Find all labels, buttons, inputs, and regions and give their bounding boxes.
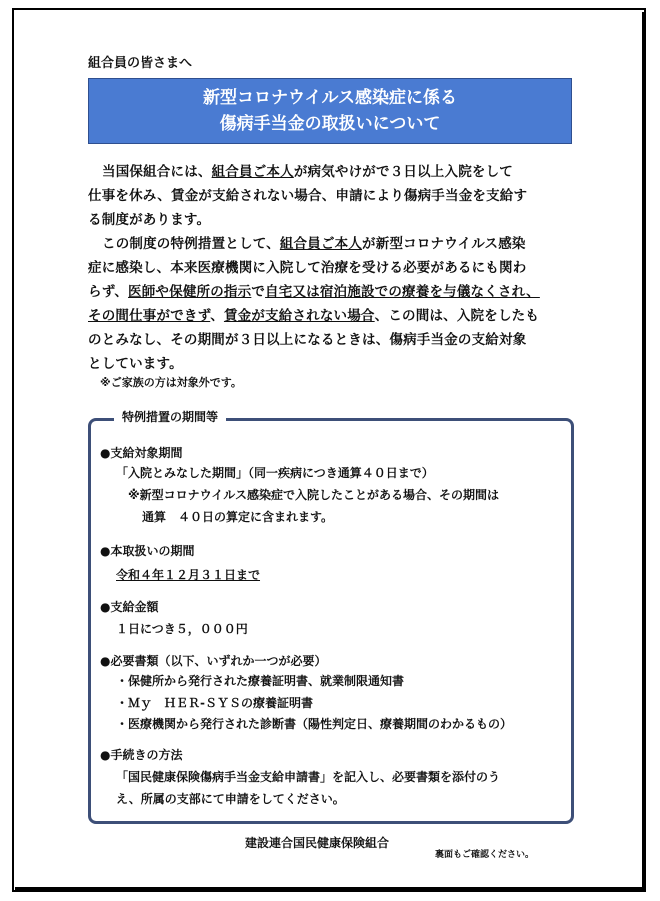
reverse-side-note: 裏面もご確認ください。: [435, 850, 535, 860]
greeting: 組合員の皆さまへ: [88, 56, 193, 71]
benefit-period-note-1: ※新型コロナウイルス感染症で入院したことがある場合、その期間は: [128, 488, 499, 502]
intro-paragraph: 当国保組合には、組合員ご本人が病気やけがで３日以上入院をして 仕事を休み、賃金が支給されない場合、申請により傷病手当金を支給す る制度があります。: [88, 164, 528, 228]
section-validity-heading: ●本取扱いの期間: [100, 544, 195, 558]
family-note: ※ご家族の方は対象外です。: [100, 376, 242, 389]
section-documents-heading: ●必要書類（以下、いずれか一つが必要）: [100, 654, 327, 668]
special-measure-paragraph: この制度の特例措置として、組合員ご本人が新型コロナウイルス感染 症に感染し、本来医療機関に入院して治療を受ける必要があるにも関わ らず、医師や保健所の指示で自宅又は宿泊施設での療養を与儀なくされ、 その間仕事ができず、賃金が支給されない場合、この間は、入院をしたも のとみなし、その期間が３日以上になるときは、傷病手当金の支給対象 としています。: [88, 236, 540, 372]
validity-date: 令和４年１２月３１日まで: [116, 568, 261, 582]
procedure-line-2: え、所属の支部にて申請をしてください。: [116, 792, 345, 806]
benefit-period-line: 「入院とみなした期間」（同一疾病につき通算４０日まで）: [116, 466, 434, 480]
title-banner: [88, 78, 572, 144]
title-line-2: 傷病手当金の取扱いについて: [219, 114, 441, 134]
procedure-line-1: 「国民健康保険傷病手当金支給申請書」を記入し、必要書類を添付のう: [116, 770, 501, 784]
document-item-1: ・保健所から発行された療養証明書、就業制限通知書: [116, 674, 405, 688]
organization-name: 建設連合国民健康保険組合: [245, 836, 390, 850]
section-procedure-heading: ●手続きの方法: [100, 748, 183, 762]
document-item-3: ・医療機関から発行された診断書（陽性判定日、療養期間のわかるもの）: [116, 717, 513, 731]
amount-line: １日につき５，０００円: [116, 622, 248, 636]
special-measures-title: 特例措置の期間等: [114, 408, 226, 425]
title-line-1: 新型コロナウイルス感染症に係る: [203, 88, 457, 108]
section-amount-heading: ●支給金額: [100, 600, 159, 614]
document-item-2: ・Ｍｙ ＨＥＲ-ＳＹＳの療養証明書: [116, 696, 313, 710]
benefit-period-note-2: 通算 ４０日の算定に含まれます。: [142, 510, 334, 524]
section-benefit-period-heading: ●支給対象期間: [100, 446, 183, 460]
